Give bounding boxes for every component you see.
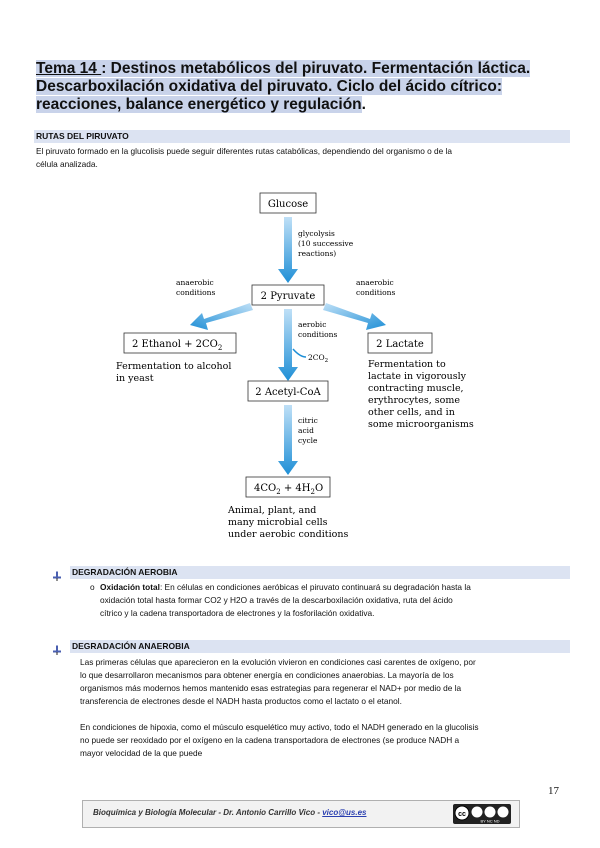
pyruvate-label: 2 Pyruvate (260, 291, 316, 302)
section-heading-aerobia: DEGRADACIÓN AEROBIA (72, 567, 178, 577)
anaerobia-text (80, 656, 568, 760)
aerobia-text (100, 581, 568, 620)
anaerobic-right-1: anaerobic (356, 278, 394, 287)
footer-email-link[interactable]: vico@us.es (322, 808, 367, 817)
cc-license-text: BY NC ND (480, 818, 500, 824)
anaerobia-p1-line2: lo que desarrollaron mecanismos para obtener energía en condiciones anaerobias. La mayoría de los (80, 670, 454, 680)
glucose-label: Glucose (267, 199, 309, 210)
cc-icon (453, 804, 511, 824)
animal-2: many microbial cells (228, 517, 328, 528)
aerobia-line3: cítrico y la cadena transportadora de electrones y la fosforilación oxidativa. (100, 608, 375, 618)
citric-label-3: cycle (298, 436, 318, 445)
page-number: 17 (548, 785, 559, 797)
footer (82, 800, 520, 828)
footer-text (93, 808, 366, 817)
title-period: . (361, 96, 366, 113)
citric-label-2: acid (298, 426, 314, 435)
anaerobia-p2-line1: En condiciones de hipoxia, como el músculo esquelético muy activo, todo el NADH generado en la glucolisis (80, 722, 479, 732)
anaerobia-p1-line1: Las primeras células que aparecieron en la evolución vivieron en condiciones casi carentes de oxígeno, por (80, 657, 476, 667)
svg-text:cc: cc (458, 811, 466, 818)
section-bar-rutas (34, 130, 570, 143)
arrow-to-lactate (323, 303, 386, 330)
animal-3: under aerobic conditions (228, 529, 349, 540)
aerobia-bullet: o (90, 582, 95, 592)
final-label: $4CO_2 + 4H_2O$ (254, 483, 324, 496)
arrow-aerobic (278, 309, 298, 381)
pyruvate-diagram (110, 185, 510, 545)
title-prefix: Tema 14 (36, 60, 102, 77)
ferm-lactate-6: some microorganisms (368, 419, 474, 430)
ferm-lactate-4: erythrocytes, some (368, 395, 460, 406)
aerobia-bold: Oxidación total (100, 582, 160, 592)
anaerobia-p1-line4: transferencia de electrones desde el NADH hasta productos como el lactato o el etanol. (80, 696, 402, 706)
aerobic-label-1: aerobic (298, 320, 327, 329)
ferm-alcohol-2: in yeast (116, 373, 154, 384)
ferm-lactate-1: Fermentation to (368, 359, 446, 370)
section-heading-rutas: RUTAS DEL PIRUVATO (36, 131, 129, 141)
arrow-to-ethanol (190, 303, 253, 330)
pushpin-icon (52, 571, 62, 581)
pushpin-icon (52, 645, 62, 655)
aerobia-line1: : En células en condiciones aeróbicas el piruvato continuará su degradación hasta la (159, 582, 471, 592)
title-line1: : Destinos metabólicos del piruvato. Fermentación láctica. (101, 60, 531, 77)
footer-credit: Bioquímica y Biología Molecular - Dr. Antonio Carrillo Vico - (93, 808, 323, 817)
arrow-citric (278, 405, 298, 475)
aerobia-line2: oxidación total hasta formar CO2 y H2O a través de la descarboxilación oxidativa, ruta del ácido (100, 595, 453, 605)
title-line3: reacciones, balance energético y regulación (36, 96, 362, 113)
anaerobia-p2-line2: no puede ser reoxidado por el oxígeno en la cadena transportadora de electrones (se produce NADH a (80, 735, 460, 745)
co2-curve-arrow (293, 349, 306, 357)
lactate-label: 2 Lactate (376, 339, 424, 350)
acetyl-label: 2 Acetyl-CoA (255, 387, 321, 398)
section-bar-anaerobia (70, 640, 570, 653)
cc-license-badge (453, 804, 511, 824)
pyruvate-diagram-svg (110, 185, 510, 545)
rutas-intro-line1: El piruvato formado en la glucolisis puede seguir diferentes rutas catabólicas, dependiendo del organismo o de la (36, 146, 453, 156)
animal-1: Animal, plant, and (228, 505, 317, 516)
pin-icon-aerobia (52, 568, 62, 586)
co2-release-label: $2CO_2$ (308, 353, 329, 364)
glycolysis-label-3: reactions) (298, 249, 337, 258)
title-line2: Descarboxilación oxidativa del piruvato. Ciclo del ácido cítrico: (36, 78, 502, 95)
ferm-lactate-3: contracting muscle, (368, 383, 464, 394)
ethanol-label: 2 Ethanol + $2CO_2$ (132, 339, 223, 352)
ferm-lactate-5: other cells, and in (368, 407, 455, 418)
anaerobic-right-2: conditions (356, 288, 396, 297)
anaerobia-p1-line3: organismos más modernos hemos mantenido esas estrategias para regenerar el NAD+ por medio de la (80, 683, 462, 693)
anaerobic-left-2: conditions (176, 288, 216, 297)
rutas-intro (36, 145, 570, 171)
page-title (36, 60, 556, 114)
anaerobic-left-1: anaerobic (176, 278, 214, 287)
ferm-alcohol-1: Fermentation to alcohol (116, 361, 232, 372)
glycolysis-label-2: (10 successive (298, 239, 354, 248)
ferm-lactate-2: lactate in vigorously (368, 371, 467, 382)
section-heading-anaerobia: DEGRADACIÓN ANAEROBIA (72, 641, 190, 651)
arrow-glycolysis (278, 217, 298, 283)
anaerobia-p2-line3: mayor velocidad de la que puede (80, 748, 203, 758)
glycolysis-label-1: glycolysis (298, 229, 335, 238)
aerobic-label-2: conditions (298, 330, 338, 339)
citric-label-1: citric (298, 416, 318, 425)
rutas-intro-line2: célula analizada. (36, 159, 98, 169)
section-bar-aerobia (70, 566, 570, 579)
pin-icon-anaerobia (52, 642, 62, 660)
